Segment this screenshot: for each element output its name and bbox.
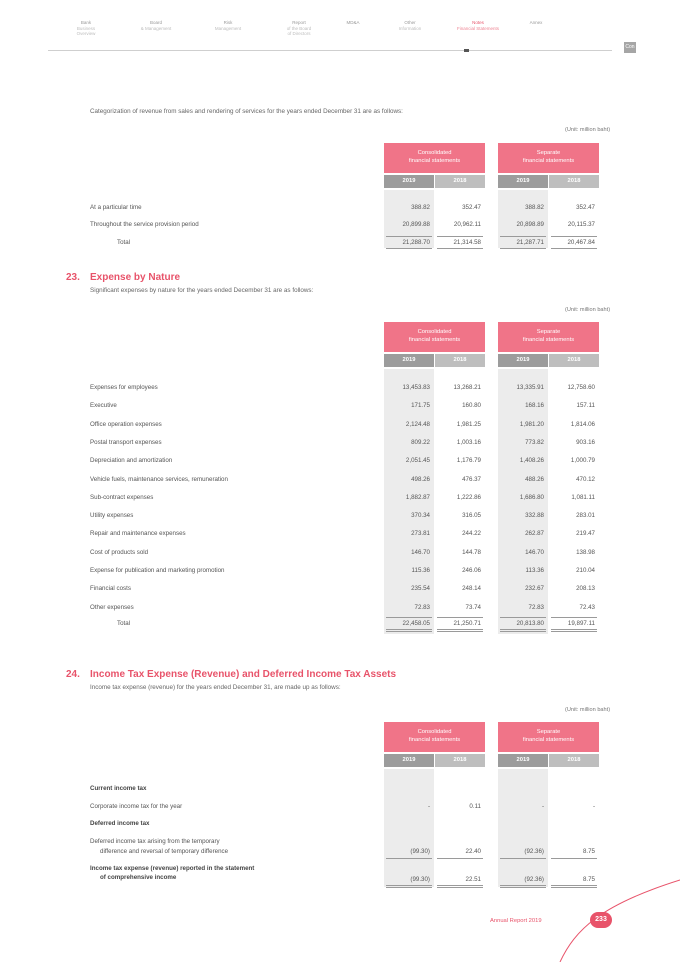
cell-value: 21,314.58 [453, 239, 481, 246]
nav-item-line: Other [404, 20, 416, 25]
year-header: 2019 [498, 754, 548, 767]
cell-value: 470.12 [576, 475, 595, 483]
cell-value: 146.70 [411, 548, 430, 556]
header-line: Separate [536, 729, 561, 735]
cell-value: 773.82 [525, 438, 544, 446]
cell-value: 171.75 [411, 402, 430, 410]
year-header: 2018 [549, 175, 599, 188]
cell-value: 12,758.60 [567, 384, 595, 391]
cell-value: - [427, 803, 430, 810]
section-24-number: 24. [66, 669, 80, 680]
nav-item-line: MD&A [346, 20, 360, 25]
cell-value: 1,814.06 [570, 420, 595, 428]
cell-value: 498.26 [411, 475, 430, 483]
year-header: 2018 [435, 175, 485, 188]
cell-value: 1,081.11 [571, 493, 595, 501]
cell-value: 168.16 [525, 402, 544, 410]
cell-value: 262.87 [525, 530, 544, 538]
row-label: Utility expenses [90, 512, 134, 520]
row-label: Current income tax [90, 785, 147, 792]
cell-value: (92.36) [524, 848, 544, 855]
year-header: 2019 [498, 354, 548, 367]
cell-value: 22.51 [465, 876, 481, 883]
cell-value: 248.14 [462, 585, 481, 593]
year-header: 2019 [384, 754, 434, 767]
cell-value: 20,115.37 [567, 221, 595, 228]
cell-value: 8.75 [582, 876, 595, 883]
header-line: financial statements [408, 158, 461, 164]
total-label: Total [117, 239, 131, 246]
nav-item-line: Management [214, 25, 242, 31]
cell-value: 19,897.11 [567, 620, 595, 627]
section-24-title: Income Tax Expense (Revenue) and Deferred Income Tax Assets [90, 669, 397, 680]
nav-item-line: Notes [472, 20, 484, 25]
row-label: Executive [90, 402, 117, 410]
cell-value: 388.82 [411, 204, 430, 211]
row-label: Postal transport expenses [90, 438, 162, 446]
row-label: Depreciation and amortization [90, 457, 173, 465]
nav-item-line: Overview [76, 31, 96, 36]
cell-value: 138.98 [576, 548, 595, 556]
nav-item-line: Financial Statements [456, 25, 500, 31]
cell-value: 809.22 [411, 438, 430, 446]
unit-label: (Unit: million baht) [565, 707, 611, 713]
cell-value: 388.82 [525, 204, 544, 211]
nav-item-line: & Management [140, 25, 172, 31]
page-number-badge: 233 [590, 912, 612, 928]
header-line: Consolidated [417, 150, 452, 156]
row-label: Sub-contract expenses [90, 493, 154, 501]
cell-value: 352.47 [462, 204, 481, 211]
row-label: Office operation expenses [90, 420, 162, 428]
cell-value: 332.88 [525, 512, 544, 520]
cell-value: 1,686.80 [519, 493, 544, 501]
cell-value: 1,003.16 [456, 438, 481, 446]
header-line: financial statements [408, 737, 461, 743]
cell-value: 20,467.84 [567, 239, 595, 246]
row-label: Corporate income tax for the year [90, 803, 183, 810]
cell-value: - [541, 803, 544, 810]
footer-report-title: Annual Report 2019 [490, 918, 542, 924]
nav-item-line: of Directors [287, 31, 311, 36]
nav-item-line: Risk [223, 20, 233, 25]
cell-value: 20,813.80 [516, 620, 544, 627]
total-label-line2: of comprehensive income [100, 874, 177, 881]
cell-value: 1,176.79 [456, 457, 481, 465]
row-label: Vehicle fuels, maintenance services, remuneration [90, 475, 228, 483]
cell-value: (99.30) [410, 876, 430, 883]
cell-value: 13,335.91 [516, 384, 544, 391]
cell-value: 1,000.79 [570, 457, 595, 465]
year-header: 2019 [384, 175, 434, 188]
cell-value: 160.80 [462, 402, 481, 410]
revenue-intro-text: Categorization of revenue from sales and rendering of services for the years ended December 31 are as follows: [90, 108, 403, 115]
cell-value: 13,453.83 [402, 384, 430, 391]
row-label: Other expenses [90, 603, 134, 611]
header-line: Separate [536, 150, 561, 156]
cell-value: 232.67 [525, 585, 544, 593]
cell-value: 1,981.25 [456, 420, 481, 428]
cell-value: 115.36 [411, 567, 430, 574]
year-header: 2018 [435, 354, 485, 367]
header-line: Consolidated [417, 329, 452, 335]
cell-value: 273.81 [411, 530, 430, 538]
cell-value: 8.75 [582, 848, 595, 855]
row-label: Expenses for employees [90, 384, 158, 391]
row-label: Deferred income tax arising from the temporary [90, 838, 220, 845]
nav-item-line: Business [76, 25, 96, 31]
cell-value: 246.06 [462, 567, 481, 574]
row-label: difference and reversal of temporary difference [100, 848, 229, 855]
cell-value: 476.37 [462, 475, 481, 483]
nav-item-line: Information [398, 25, 422, 31]
cell-value: 113.36 [525, 567, 544, 574]
row-label: Deferred income tax [90, 820, 150, 827]
section-23-intro: Significant expenses by nature for the years ended December 31 are as follows: [90, 287, 314, 294]
year-header: 2018 [549, 354, 599, 367]
header-line: financial statements [408, 337, 461, 343]
cell-value: 20,899.88 [402, 221, 430, 228]
cell-value: 903.16 [576, 438, 595, 446]
cell-value: 219.47 [576, 530, 595, 538]
cell-value: 1,882.87 [405, 493, 430, 501]
cell-value: 21,287.71 [516, 239, 544, 246]
row-label: Expense for publication and marketing promotion [90, 567, 225, 574]
row-label: Repair and maintenance expenses [90, 530, 186, 538]
cell-value: 144.78 [462, 548, 481, 556]
header-line: Consolidated [417, 729, 452, 735]
cell-value: 352.47 [576, 204, 595, 211]
nav-item-line: Board [149, 20, 162, 25]
header-line: financial statements [522, 158, 575, 164]
cell-value: 1,408.26 [519, 457, 544, 465]
cell-value: 208.13 [576, 585, 595, 593]
cell-value: - [592, 803, 595, 810]
unit-label: (Unit: million baht) [565, 307, 611, 313]
cell-value: 20,898.89 [516, 221, 544, 228]
row-label: At a particular time [90, 204, 142, 211]
cell-value: 20,962.11 [453, 221, 481, 228]
cell-value: 488.26 [525, 475, 544, 483]
nav-item-line: Bank [80, 20, 92, 25]
year-header: 2018 [549, 754, 599, 767]
header-line: financial statements [522, 737, 575, 743]
cell-value: (99.30) [410, 848, 430, 855]
section-24-intro: Income tax expense (revenue) for the years ended December 31, are made up as follows: [90, 684, 341, 691]
total-label: Total [117, 620, 131, 627]
cell-value: 0.11 [469, 803, 481, 810]
section-23-title: Expense by Nature [90, 272, 181, 283]
cell-value: 13,268.21 [453, 384, 481, 391]
cell-value: 244.22 [462, 530, 481, 538]
cell-value: 21,250.71 [453, 620, 481, 627]
cell-value: 235.54 [411, 585, 430, 593]
cell-value: 2,051.45 [405, 457, 430, 465]
cell-value: 73.74 [465, 603, 481, 611]
cell-value: 146.70 [525, 548, 544, 556]
row-label: Financial costs [90, 585, 131, 593]
cell-value: 72.43 [579, 603, 595, 611]
nav-item-line: Report [292, 20, 306, 25]
cell-value: 72.83 [528, 603, 544, 611]
cell-value: 2,124.48 [405, 420, 430, 428]
cell-value: 157.11 [576, 402, 595, 410]
cell-value: (92.36) [524, 876, 544, 883]
cell-value: 210.04 [576, 567, 595, 574]
unit-label: (Unit: million baht) [565, 127, 611, 133]
cell-value: 1,222.86 [456, 493, 481, 501]
cell-value: 21,288.70 [402, 239, 430, 246]
nav-box-button[interactable]: Con [624, 42, 636, 53]
section-23-number: 23. [66, 272, 80, 283]
cell-value: 72.83 [414, 603, 430, 611]
nav-item-line: Annex [529, 20, 543, 25]
row-label: Throughout the service provision period [90, 221, 199, 228]
nav-item-line: of the Board [286, 25, 312, 31]
year-header: 2019 [384, 354, 434, 367]
cell-value: 283.01 [576, 512, 595, 520]
cell-value: 316.05 [462, 512, 481, 520]
header-line: Separate [536, 329, 561, 335]
cell-value: 22.40 [465, 848, 481, 855]
year-header: 2018 [435, 754, 485, 767]
header-line: financial statements [522, 337, 575, 343]
cell-value: 370.34 [411, 512, 430, 520]
cell-value: 22,458.05 [402, 620, 430, 627]
cell-value: 1,981.20 [519, 420, 544, 428]
total-label-line1: Income tax expense (revenue) reported in the statement [90, 865, 255, 872]
row-label: Cost of products sold [90, 548, 149, 556]
year-header: 2019 [498, 175, 548, 188]
